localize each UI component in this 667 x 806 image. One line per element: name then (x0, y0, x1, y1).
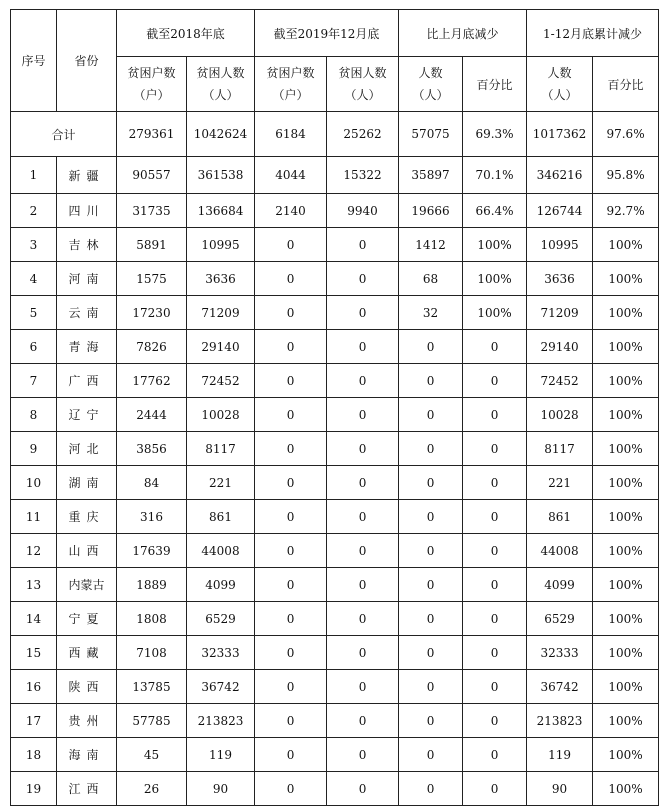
row-cell: 72452 (527, 364, 593, 398)
row-cell: 0 (255, 772, 327, 806)
row-province: 山西 (57, 534, 117, 568)
total-cell: 1042624 (187, 112, 255, 157)
row-cell: 221 (527, 466, 593, 500)
row-seq: 1 (11, 157, 57, 194)
header-group-2018: 截至2018年底 (117, 10, 255, 57)
row-cell: 100% (593, 602, 659, 636)
row-province: 江西 (57, 772, 117, 806)
row-seq: 16 (11, 670, 57, 704)
header-count-line2: （人） (412, 88, 449, 102)
row-cell: 100% (593, 466, 659, 500)
table-row (11, 738, 659, 772)
row-seq: 17 (11, 704, 57, 738)
row-cell: 0 (327, 296, 399, 330)
row-cell: 0 (327, 534, 399, 568)
table-row (11, 500, 659, 534)
row-cell: 36742 (187, 670, 255, 704)
table-row (11, 194, 659, 228)
row-cell: 0 (463, 636, 527, 670)
row-cell: 100% (593, 330, 659, 364)
row-province: 青海 (57, 330, 117, 364)
row-cell: 10995 (187, 228, 255, 262)
row-cell: 0 (399, 500, 463, 534)
row-cell: 0 (255, 534, 327, 568)
row-cell: 100% (593, 704, 659, 738)
table-row (11, 772, 659, 806)
header-percent-month: 百分比 (463, 57, 527, 112)
row-cell: 0 (463, 500, 527, 534)
row-cell: 44008 (187, 534, 255, 568)
row-cell: 66.4% (463, 194, 527, 228)
header-group-cum: 1-12月底累计减少 (527, 10, 659, 57)
row-cell: 8117 (527, 432, 593, 466)
row-cell: 29140 (187, 330, 255, 364)
table-row (11, 364, 659, 398)
row-cell: 35897 (399, 157, 463, 194)
header-group-2019: 截至2019年12月底 (255, 10, 399, 57)
total-cell: 25262 (327, 112, 399, 157)
row-cell: 213823 (187, 704, 255, 738)
row-cell: 0 (255, 568, 327, 602)
row-cell: 100% (593, 432, 659, 466)
row-cell: 0 (327, 330, 399, 364)
row-cell: 1575 (117, 262, 187, 296)
row-cell: 17230 (117, 296, 187, 330)
row-cell: 57785 (117, 704, 187, 738)
header-group-month: 比上月底减少 (399, 10, 527, 57)
row-province: 广西 (57, 364, 117, 398)
row-cell: 100% (593, 228, 659, 262)
header-people-line1: 贫困人数 (338, 66, 387, 80)
row-province: 云南 (57, 296, 117, 330)
header-households-2018 (117, 57, 187, 112)
header-people-2019 (327, 57, 399, 112)
row-cell: 861 (187, 500, 255, 534)
row-cell: 0 (399, 398, 463, 432)
row-cell: 0 (463, 330, 527, 364)
header-people-line2: （人） (202, 88, 239, 102)
table-body (11, 10, 659, 806)
table-row (11, 534, 659, 568)
row-cell: 0 (327, 228, 399, 262)
row-cell: 3636 (527, 262, 593, 296)
header-row-groups (11, 10, 659, 57)
row-cell: 10028 (527, 398, 593, 432)
row-cell: 1808 (117, 602, 187, 636)
row-cell: 72452 (187, 364, 255, 398)
row-cell: 0 (327, 738, 399, 772)
row-cell: 0 (255, 670, 327, 704)
header-people-line2: （人） (344, 88, 381, 102)
row-cell: 4099 (527, 568, 593, 602)
row-cell: 0 (463, 704, 527, 738)
row-cell: 0 (327, 466, 399, 500)
row-cell: 32 (399, 296, 463, 330)
row-cell: 0 (327, 568, 399, 602)
row-cell: 7826 (117, 330, 187, 364)
poverty-statistics-table (10, 9, 659, 806)
table-row (11, 636, 659, 670)
header-households-line1: 贫困户数 (127, 66, 176, 80)
table-row (11, 704, 659, 738)
row-seq: 5 (11, 296, 57, 330)
row-cell: 0 (327, 602, 399, 636)
row-cell: 0 (327, 636, 399, 670)
row-cell: 0 (327, 772, 399, 806)
row-cell: 100% (463, 296, 527, 330)
row-province: 宁夏 (57, 602, 117, 636)
row-cell: 10995 (527, 228, 593, 262)
row-cell: 861 (527, 500, 593, 534)
row-seq: 12 (11, 534, 57, 568)
row-seq: 4 (11, 262, 57, 296)
row-cell: 0 (255, 466, 327, 500)
row-cell: 0 (463, 364, 527, 398)
row-cell: 45 (117, 738, 187, 772)
row-cell: 0 (327, 364, 399, 398)
row-cell: 0 (399, 432, 463, 466)
row-cell: 100% (593, 262, 659, 296)
total-cell: 69.3% (463, 112, 527, 157)
row-cell: 15322 (327, 157, 399, 194)
row-cell: 0 (255, 432, 327, 466)
total-label: 合计 (11, 112, 117, 157)
row-cell: 221 (187, 466, 255, 500)
row-province: 新疆 (57, 157, 117, 194)
row-seq: 19 (11, 772, 57, 806)
row-cell: 0 (255, 364, 327, 398)
table-row (11, 330, 659, 364)
row-cell: 126744 (527, 194, 593, 228)
row-cell: 0 (399, 636, 463, 670)
table-row (11, 296, 659, 330)
header-households-line2: （户） (133, 88, 170, 102)
row-cell: 100% (593, 398, 659, 432)
row-cell: 0 (399, 602, 463, 636)
row-cell: 2140 (255, 194, 327, 228)
row-cell: 32333 (187, 636, 255, 670)
table-row (11, 228, 659, 262)
row-cell: 100% (593, 364, 659, 398)
row-cell: 0 (463, 738, 527, 772)
row-cell: 0 (399, 670, 463, 704)
row-seq: 10 (11, 466, 57, 500)
row-cell: 0 (327, 398, 399, 432)
row-cell: 0 (255, 704, 327, 738)
row-cell: 4099 (187, 568, 255, 602)
row-cell: 0 (463, 602, 527, 636)
table-row (11, 670, 659, 704)
row-cell: 361538 (187, 157, 255, 194)
row-cell: 100% (593, 772, 659, 806)
header-count-month (399, 57, 463, 112)
row-cell: 90 (527, 772, 593, 806)
header-seq: 序号 (11, 10, 57, 112)
row-cell: 17762 (117, 364, 187, 398)
row-cell: 95.8% (593, 157, 659, 194)
row-cell: 0 (327, 262, 399, 296)
row-province: 重庆 (57, 500, 117, 534)
row-cell: 0 (463, 534, 527, 568)
row-cell: 100% (593, 296, 659, 330)
row-cell: 6529 (187, 602, 255, 636)
row-cell: 0 (255, 330, 327, 364)
row-cell: 4044 (255, 157, 327, 194)
row-cell: 3856 (117, 432, 187, 466)
row-cell: 316 (117, 500, 187, 534)
row-cell: 1889 (117, 568, 187, 602)
total-cell: 279361 (117, 112, 187, 157)
row-cell: 100% (463, 228, 527, 262)
header-count-line1: 人数 (418, 66, 443, 80)
row-cell: 19666 (399, 194, 463, 228)
header-households-line2: （户） (272, 88, 309, 102)
row-cell: 0 (327, 432, 399, 466)
row-province: 西藏 (57, 636, 117, 670)
header-province: 省份 (57, 10, 117, 112)
table-row (11, 568, 659, 602)
row-cell: 92.7% (593, 194, 659, 228)
row-cell: 26 (117, 772, 187, 806)
row-cell: 0 (327, 670, 399, 704)
row-cell: 0 (463, 398, 527, 432)
row-cell: 17639 (117, 534, 187, 568)
row-cell: 100% (593, 500, 659, 534)
row-province: 河南 (57, 262, 117, 296)
row-cell: 90557 (117, 157, 187, 194)
row-cell: 346216 (527, 157, 593, 194)
header-households-line1: 贫困户数 (266, 66, 315, 80)
row-seq: 2 (11, 194, 57, 228)
total-row (11, 112, 659, 157)
total-cell: 57075 (399, 112, 463, 157)
total-cell: 97.6% (593, 112, 659, 157)
row-cell: 0 (463, 466, 527, 500)
row-cell: 136684 (187, 194, 255, 228)
row-seq: 11 (11, 500, 57, 534)
row-cell: 13785 (117, 670, 187, 704)
table-row (11, 398, 659, 432)
table-row (11, 157, 659, 194)
row-cell: 71209 (187, 296, 255, 330)
row-cell: 84 (117, 466, 187, 500)
row-province: 贵州 (57, 704, 117, 738)
row-cell: 0 (463, 568, 527, 602)
header-people-2018 (187, 57, 255, 112)
row-cell: 90 (187, 772, 255, 806)
row-cell: 10028 (187, 398, 255, 432)
row-cell: 0 (255, 738, 327, 772)
row-cell: 7108 (117, 636, 187, 670)
row-cell: 0 (399, 772, 463, 806)
table-row (11, 432, 659, 466)
header-count-cum (527, 57, 593, 112)
row-province: 辽宁 (57, 398, 117, 432)
row-cell: 100% (593, 534, 659, 568)
row-cell: 0 (399, 364, 463, 398)
row-province: 海南 (57, 738, 117, 772)
total-cell: 6184 (255, 112, 327, 157)
table-row (11, 602, 659, 636)
row-cell: 0 (255, 602, 327, 636)
row-seq: 15 (11, 636, 57, 670)
row-cell: 29140 (527, 330, 593, 364)
header-households-2019 (255, 57, 327, 112)
row-seq: 6 (11, 330, 57, 364)
row-cell: 71209 (527, 296, 593, 330)
row-seq: 7 (11, 364, 57, 398)
row-cell: 0 (255, 636, 327, 670)
row-seq: 3 (11, 228, 57, 262)
row-cell: 0 (399, 568, 463, 602)
row-cell: 100% (593, 636, 659, 670)
row-province: 吉林 (57, 228, 117, 262)
total-cell: 1017362 (527, 112, 593, 157)
row-cell: 100% (463, 262, 527, 296)
row-cell: 213823 (527, 704, 593, 738)
row-seq: 14 (11, 602, 57, 636)
header-count-line1: 人数 (547, 66, 572, 80)
row-cell: 5891 (117, 228, 187, 262)
row-cell: 8117 (187, 432, 255, 466)
table-row (11, 466, 659, 500)
row-cell: 0 (255, 262, 327, 296)
row-cell: 0 (255, 228, 327, 262)
row-seq: 9 (11, 432, 57, 466)
row-province: 河北 (57, 432, 117, 466)
row-cell: 2444 (117, 398, 187, 432)
row-cell: 100% (593, 738, 659, 772)
row-cell: 0 (255, 500, 327, 534)
row-province: 湖南 (57, 466, 117, 500)
row-seq: 18 (11, 738, 57, 772)
header-percent-cum: 百分比 (593, 57, 659, 112)
row-cell: 0 (399, 534, 463, 568)
row-cell: 68 (399, 262, 463, 296)
header-count-line2: （人） (541, 88, 578, 102)
row-cell: 100% (593, 670, 659, 704)
row-province: 四川 (57, 194, 117, 228)
row-seq: 8 (11, 398, 57, 432)
row-cell: 31735 (117, 194, 187, 228)
row-cell: 0 (399, 704, 463, 738)
row-cell: 0 (255, 296, 327, 330)
table-row (11, 262, 659, 296)
row-seq: 13 (11, 568, 57, 602)
row-cell: 44008 (527, 534, 593, 568)
row-cell: 70.1% (463, 157, 527, 194)
row-cell: 0 (463, 670, 527, 704)
row-cell: 9940 (327, 194, 399, 228)
row-province: 内蒙古 (57, 568, 117, 602)
row-cell: 119 (187, 738, 255, 772)
row-cell: 1412 (399, 228, 463, 262)
row-cell: 100% (593, 568, 659, 602)
row-cell: 6529 (527, 602, 593, 636)
row-cell: 0 (463, 772, 527, 806)
row-cell: 119 (527, 738, 593, 772)
row-cell: 0 (255, 398, 327, 432)
row-cell: 0 (399, 738, 463, 772)
row-cell: 32333 (527, 636, 593, 670)
header-people-line1: 贫困人数 (196, 66, 245, 80)
row-cell: 0 (463, 432, 527, 466)
row-cell: 0 (399, 466, 463, 500)
row-cell: 0 (327, 500, 399, 534)
row-cell: 36742 (527, 670, 593, 704)
row-cell: 3636 (187, 262, 255, 296)
row-cell: 0 (399, 330, 463, 364)
row-cell: 0 (327, 704, 399, 738)
row-province: 陕西 (57, 670, 117, 704)
